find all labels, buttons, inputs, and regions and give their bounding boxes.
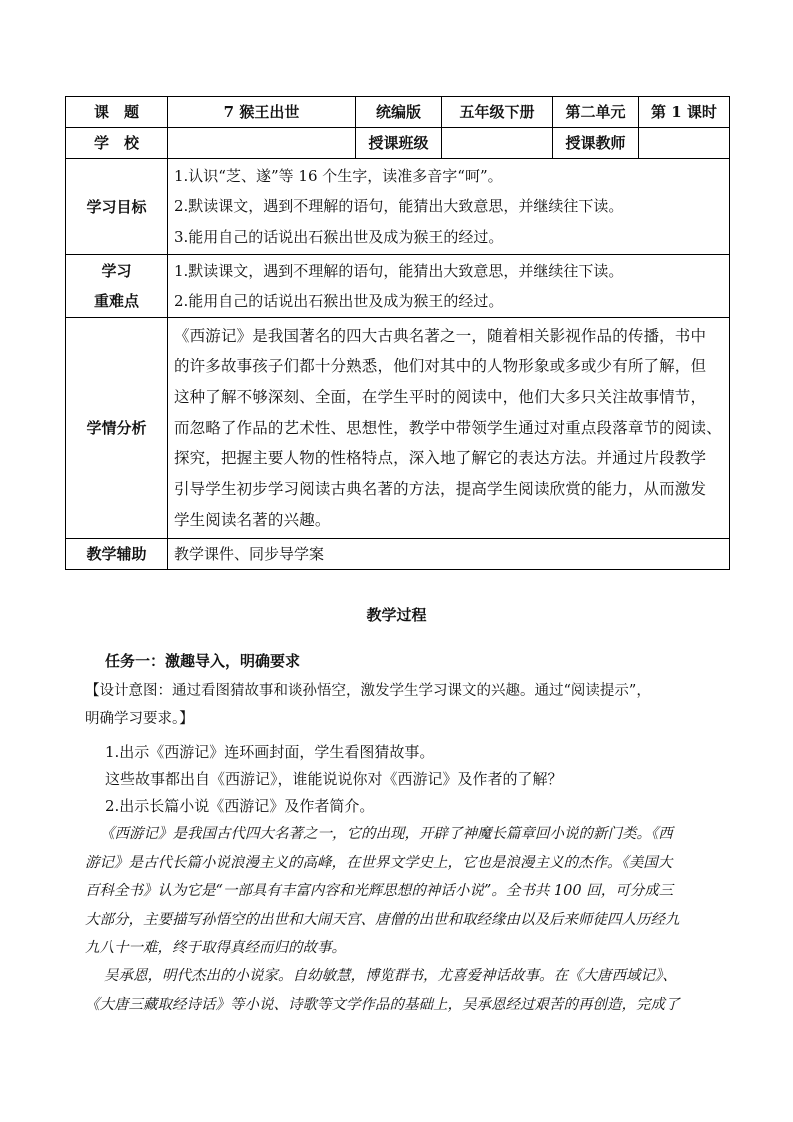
goals-row [66,159,730,255]
teacher-label: 授课教师 [553,128,639,159]
goal-line: 2.默读课文，遇到不理解的语句，能猜出大致意思，并继续往下读。 [174,197,624,216]
analysis-line: 引导学生初步学习阅读古典名著的方法，提高学生阅读欣赏的能力，从而激发 [174,480,707,499]
goals-content [168,159,730,255]
key-points-label-bottom: 重难点 [93,292,139,310]
design-line: 【设计意图：通过看图猜故事和谈孙悟空，激发学生学习课文的兴趣。通过“阅读提示”， [85,683,651,699]
author-intro [104,962,764,991]
author-line: 《大唐三藏取经诗话》等小说、诗歌等文学作品的基础上，吴承恩经过艰苦的再创造，完成了 [85,996,680,1013]
school-label: 学 校 [66,128,168,159]
goal-line: 1.认识“芝、遂”等 16 个生字，读准多音字“呵”。 [174,166,503,185]
key-points-row [66,255,730,318]
analysis-line: 这种了解不够深刻、全面，在学生平时的阅读中，他们大多只关注故事情节， [174,387,707,406]
header-row [66,97,730,128]
teacher-value [639,128,730,159]
analysis-line: 《西游记》是我国著名的四大古典名著之一，随着相关影视作品的传播，书中 [174,326,707,345]
lesson-title: 7 猴王出世 [168,97,356,128]
task-heading: 任务一：激趣导入，明确要求 [105,652,301,670]
design-line: 明确学习要求。】 [85,711,194,727]
aids-label: 教学辅助 [66,539,168,570]
design-intent [85,677,745,733]
intro-line: 大部分，主要描写孙悟空的出世和大闹天宫、唐僧的出世和取经缘由以及后来师徒四人历经九 [85,911,680,928]
step-1: 1.出示《西游记》连环画封面，学生看图猜故事。 [105,743,435,761]
process-title: 教学过程 [366,606,427,624]
key-points-content [168,255,730,318]
key-points-label [66,255,168,318]
intro-line: 九八十一难，终于取得真经而归的故事。 [85,940,346,956]
period: 第 1 课时 [639,97,730,128]
goal-line: 3.能用自己的话说出石猴出世及成为猴王的经过。 [174,227,504,246]
book-intro [100,820,760,849]
analysis-line: 学生阅读名著的兴趣。 [174,510,331,529]
intro-line: 百科全书》认为它是“一部具有丰富内容和光辉思想的神话小说”。全书共 100 回，可分成三 [85,883,674,899]
analysis-row [66,318,730,539]
class-label: 授课班级 [356,128,442,159]
edition: 统编版 [356,97,442,128]
unit: 第二单元 [553,97,639,128]
step-2: 2.出示长篇小说《西游记》及作者简介。 [105,797,375,815]
topic-label: 课 题 [66,97,168,128]
school-value [168,128,356,159]
goals-label: 学习目标 [66,159,168,255]
aids-value: 教学课件、同步导学案 [168,539,730,570]
step-1-question: 这些故事都出自《西游记》，谁能说说你对《西游记》及作者的了解？ [105,770,563,788]
intro-line: 《西游记》是我国古代四大名著之一，它的出现，开辟了神魔长篇章回小说的新门类。《西 [100,826,673,842]
lesson-info-table [65,96,730,570]
key-point-line: 1.默读课文，遇到不理解的语句，能猜出大致意思，并继续往下读。 [174,261,624,280]
analysis-line: 而忽略了作品的艺术性、思想性，教学中带领学生通过对重点段落章节的阅读、 [174,418,722,437]
class-value [442,128,553,159]
grade: 五年级下册 [442,97,553,128]
analysis-label: 学情分析 [66,318,168,539]
aids-row [66,539,730,570]
intro-line: 游记》是古代长篇小说浪漫主义的高峰，在世界文学史上，它也是浪漫主义的杰作。《美国大 [85,854,673,871]
school-row [66,128,730,159]
analysis-content [168,318,730,539]
key-points-label-top: 学习 [101,262,132,280]
key-point-line: 2.能用自己的话说出石猴出世及成为猴王的经过。 [174,292,504,310]
analysis-line: 的许多故事孩子们都十分熟悉，他们对其中的人物形象或多或少有所了解，但 [174,357,707,376]
book-intro-cont [85,849,745,963]
analysis-line: 探究，把握主要人物的性格特点，深入地了解它的表达方法。并通过片段教学 [174,449,707,468]
author-line: 吴承恩，明代杰出的小说家。自幼敏慧，博览群书，尤喜爱神话故事。在《大唐西域记》、 [104,968,677,984]
author-intro-cont [85,991,745,1020]
